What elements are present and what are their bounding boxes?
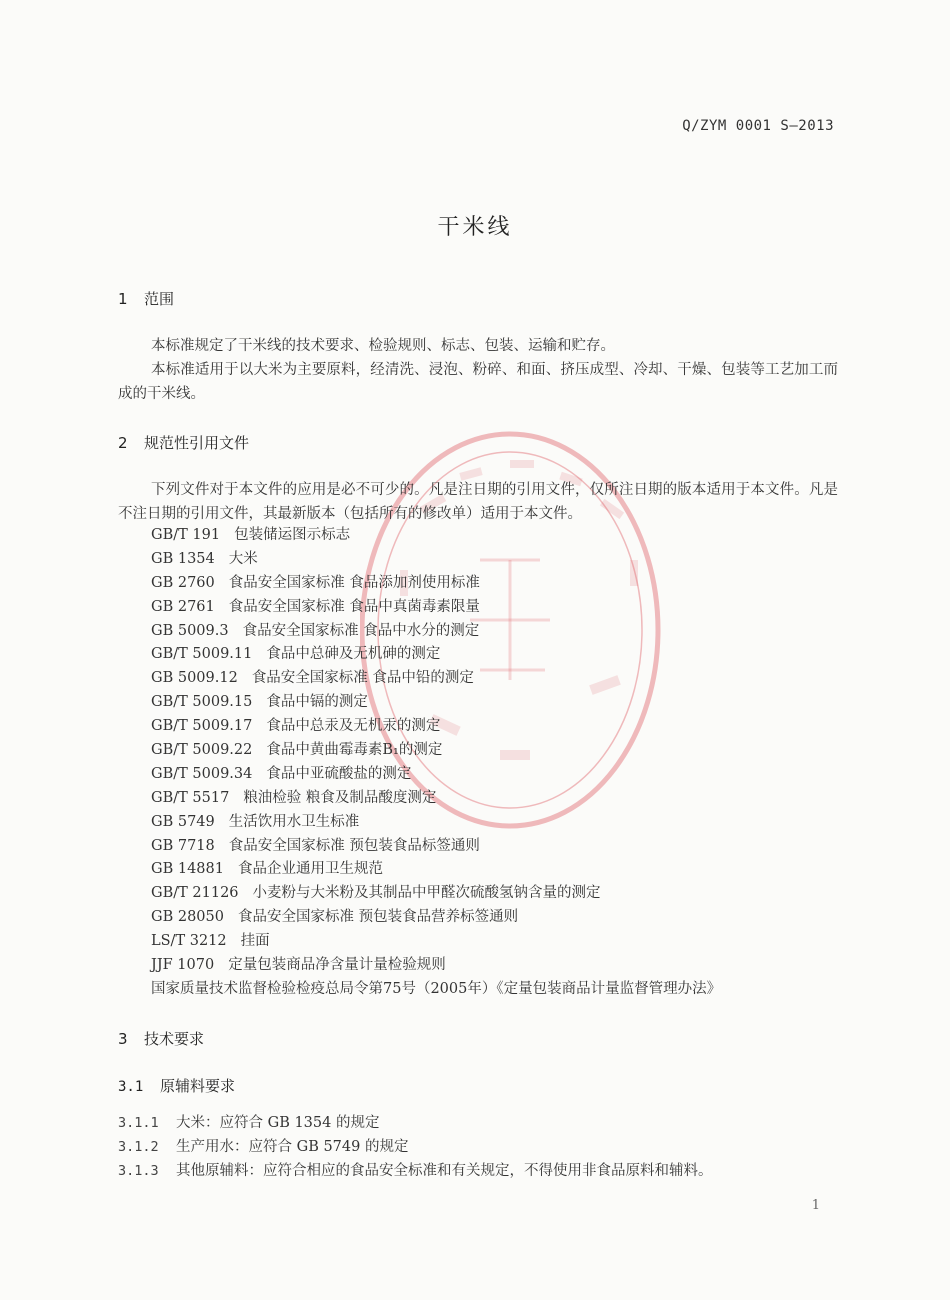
reference-name: 粮油检验 粮食及制品酸度测定 (243, 789, 437, 806)
standard-code: Q/ZYM 0001 S—2013 (682, 118, 834, 134)
reference-code: GB 2760 (151, 574, 215, 591)
reference-code: GB/T 21126 (151, 885, 239, 902)
section-title: 技术要求 (144, 1030, 205, 1048)
reference-code: GB/T 5009.15 (151, 694, 253, 711)
reference-name: 食品中黄曲霉毒素B₁的测定 (266, 742, 443, 759)
reference-name: 食品中镉的测定 (266, 694, 368, 711)
section-title: 规范性引用文件 (144, 434, 250, 452)
reference-code: GB/T 5009.34 (151, 765, 253, 782)
subsection-number: 3.1 (118, 1079, 144, 1095)
clause-text: 其他原辅料：应符合相应的食品安全标准和有关规定，不得使用非食品原料和辅料。 (176, 1163, 713, 1179)
reference-name: 生活饮用水卫生标准 (228, 813, 360, 830)
reference-name: 食品企业通用卫生规范 (237, 861, 383, 878)
reference-code: LS/T 3212 (151, 933, 227, 950)
paragraph: 下列文件对于本文件的应用是必不可少的。凡是注日期的引用文件，仅所注日期的版本适用于本文件。凡是不注日期的引用文件，其最新版本（包括所有的修改单）适用于本文件。 (118, 482, 838, 522)
reference-code: GB/T 5009.22 (151, 742, 253, 759)
section-1-heading (118, 288, 174, 309)
reference-code: GB 7718 (151, 837, 215, 854)
reference-name: 包装储运图示标志 (234, 527, 351, 543)
reference-list (151, 524, 721, 1002)
reference-name: 食品安全国家标准 预包装食品营养标签通则 (237, 909, 519, 926)
section-number: 1 (118, 290, 128, 308)
clause-number: 3.1.3 (118, 1163, 159, 1179)
paragraph: 本标准规定了干米线的技术要求、检验规则、标志、包装、运输和贮存。 (151, 338, 615, 354)
page-number: 1 (811, 1198, 820, 1213)
reference-name: 小麦粉与大米粉及其制品中甲醛次硫酸氢钠含量的测定 (252, 885, 601, 902)
clause-3-1-1 (118, 1111, 379, 1132)
reference-item (151, 763, 721, 787)
reference-name: 挂面 (240, 933, 270, 950)
reference-item (151, 643, 721, 667)
clause-3-1-3 (118, 1159, 713, 1180)
reference-name: 食品中总汞及无机汞的测定 (266, 718, 441, 735)
reference-name: 食品安全国家标准 食品中铅的测定 (251, 670, 474, 687)
section-2-heading (118, 432, 249, 453)
reference-item (151, 835, 721, 859)
reference-name: 食品安全国家标准 食品添加剂使用标准 (228, 574, 480, 591)
reference-code: GB/T 5009.11 (151, 646, 253, 663)
reference-code: GB 2761 (151, 598, 215, 615)
clause-number: 3.1.1 (118, 1115, 159, 1131)
reference-item (151, 691, 721, 715)
reference-item (151, 667, 721, 691)
reference-item (151, 548, 721, 572)
reference-name: 大米 (228, 550, 258, 567)
reference-item (151, 858, 721, 882)
reference-code: GB 5009.12 (151, 670, 238, 687)
clause-3-1-2 (118, 1135, 408, 1156)
reference-item (151, 596, 721, 620)
paragraph: 本标准适用于以大米为主要原料，经清洗、浸泡、粉碎、和面、挤压成型、冷却、干燥、包装等工艺加工而成的干米线。 (118, 362, 838, 402)
reference-item (151, 906, 721, 930)
reference-item (151, 715, 721, 739)
reference-name: 食品安全国家标准 食品中水分的测定 (242, 622, 480, 639)
section-number: 3 (118, 1030, 128, 1048)
reference-name: 食品中总砷及无机砷的测定 (266, 646, 441, 663)
reference-code: GB 1354 (151, 550, 215, 567)
subsection-title: 原辅料要求 (160, 1077, 236, 1095)
reference-name: 国家质量技术监督检验检疫总局令第75号（2005年）《定量包装商品计量监督管理办法》 (151, 980, 722, 997)
reference-item (151, 739, 721, 763)
reference-code: GB 5009.3 (151, 622, 229, 639)
reference-code: GB 5749 (151, 813, 215, 830)
reference-code: GB/T 5517 (151, 789, 230, 806)
reference-item (151, 572, 721, 596)
reference-item (151, 620, 721, 644)
reference-item (151, 882, 721, 906)
reference-code: JJF 1070 (151, 957, 215, 974)
reference-item (151, 954, 721, 978)
reference-code: GB 28050 (151, 909, 224, 926)
clause-number: 3.1.2 (118, 1139, 159, 1155)
reference-item (151, 978, 721, 1002)
reference-item (151, 787, 721, 811)
document-title: 干米线 (437, 215, 513, 240)
clause-text: 大米：应符合 GB 1354 的规定 (176, 1115, 380, 1131)
clause-text: 生产用水：应符合 GB 5749 的规定 (176, 1139, 409, 1155)
reference-name: 定量包装商品净含量计量检验规则 (228, 957, 446, 974)
reference-code: GB/T 191 (151, 527, 221, 543)
reference-item (151, 811, 721, 835)
reference-code: GB/T 5009.17 (151, 718, 253, 735)
reference-item (151, 930, 721, 954)
reference-name: 食品安全国家标准 食品中真菌毒素限量 (228, 598, 480, 615)
section-3-heading (118, 1028, 204, 1049)
reference-name: 食品安全国家标准 预包装食品标签通则 (228, 837, 480, 854)
reference-code: GB 14881 (151, 861, 224, 878)
reference-name: 食品中亚硫酸盐的测定 (266, 765, 412, 782)
section-number: 2 (118, 434, 128, 452)
section-title: 范围 (144, 290, 175, 308)
reference-item (151, 524, 721, 548)
subsection-3-1-heading (118, 1075, 235, 1096)
